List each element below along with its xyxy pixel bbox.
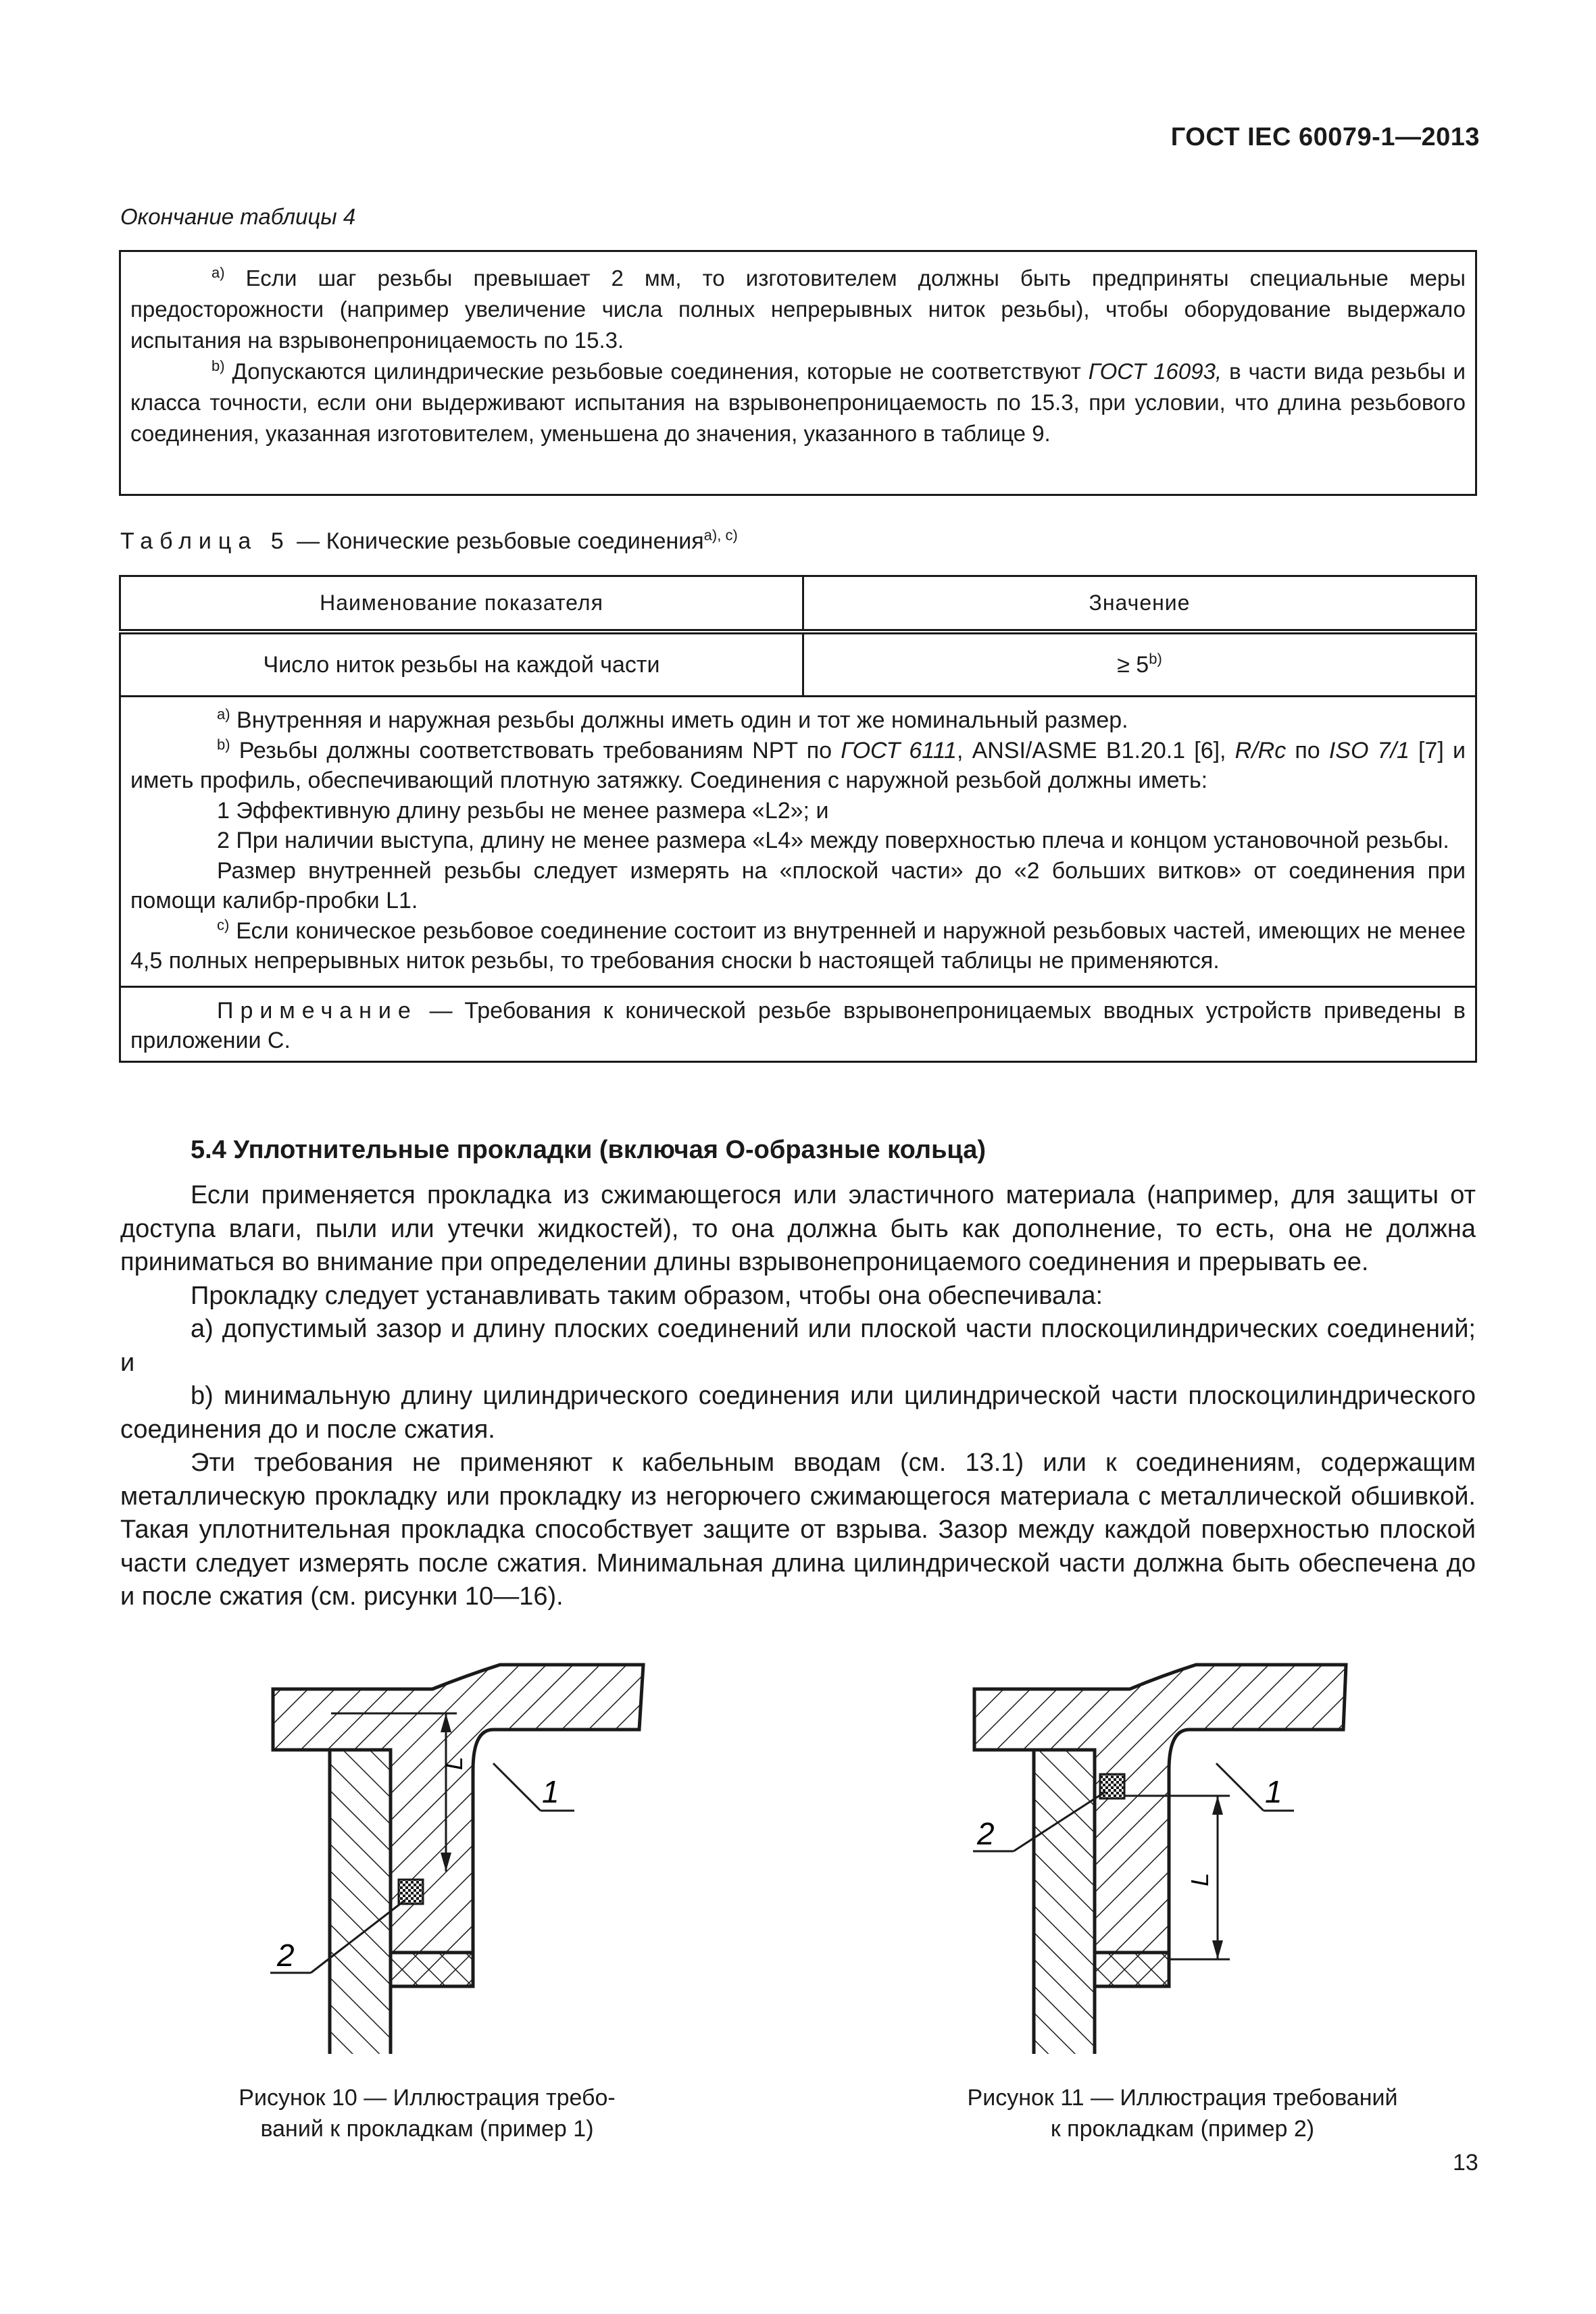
- table5-footnotes: [120, 697, 1476, 987]
- table5-col1-header: Наименование показателя: [120, 576, 803, 632]
- figure-10: [270, 1665, 643, 2054]
- fig11-arrow-bottom: [1212, 1940, 1223, 1959]
- table5-row-value: ≥ $5^{b)}$: [803, 632, 1476, 697]
- figure-11: [973, 1665, 1346, 2054]
- document-id-header: ГОСТ IEC 60079-1—2013: [1170, 123, 1480, 151]
- page-number: 13: [1453, 2150, 1478, 2175]
- table5-row-name: Число ниток резьбы на каждой части: [120, 632, 803, 697]
- paragraph-3: a) допустимый зазор и длину плоских соединений или плоской части плоскоцилиндрических соединений; и: [120, 1315, 1476, 1377]
- table5-col2-header: Значение: [803, 576, 1476, 632]
- fig11-gasket: [1100, 1774, 1124, 1799]
- table5-footnote-b: $^{b)}$ Резьбы должны соответствовать требованиям NPT по ГОСТ 6111, ANSI/ASME B1.20.1 [6], R/Rc по ISO 7/1 [7] и иметь профиль, обеспечивающий плотную затяжку. Соединения с наружной резьбой должны иметь:: [130, 736, 1466, 793]
- figures-drawing: [0, 1649, 1596, 2054]
- table5-header-row: [120, 576, 1476, 632]
- table5-footnotes-row: [120, 697, 1476, 987]
- figure-10-caption: Рисунок 10 — Иллюстрация требо- ваний к прокладкам (пример 1): [239, 2085, 616, 2142]
- fig10-leader-1: [493, 1763, 541, 1811]
- table5-footnote-b-item1: 1 Эффективную длину резьбы не менее размера «L2»; и: [217, 797, 829, 824]
- fig11-arrow-top: [1212, 1796, 1223, 1815]
- paragraph-2: Прокладку следует устанавливать таким образом, чтобы она обеспечивала:: [191, 1281, 1103, 1310]
- table4-note-a: $^{a)}$ Если шаг резьбы превышает 2 мм, то изготовителем должны быть предприняты специальные меры предосторожности (например увеличение числа полных непрерывных ниток резьбы), чтобы оборудование выдержало испытания на взрывонепроницаемость по 15.3.: [130, 264, 1466, 353]
- section-heading: 5.4 Уплотнительные прокладки (включая О-образные кольца): [191, 1136, 987, 1164]
- table5-footnote-b-item2: 2 При наличии выступа, длину не менее размера «L4» между поверхностью плеча и концом установочной резьбы.: [217, 828, 1449, 853]
- fig11-label-2: 2: [977, 1816, 995, 1851]
- table-continuation-caption: Окончание таблицы 4: [120, 204, 356, 229]
- fig10-label-1: 1: [542, 1774, 559, 1809]
- fig10-dim-label: L: [440, 1756, 468, 1770]
- fig11-flange: [974, 1665, 1346, 1986]
- section-body: [120, 1179, 1476, 1614]
- paragraph-1: Если применяется прокладка из сжимающегося или эластичного материала (например, для защиты от доступа влаги, пыли или утечки жидкостей), то она должна быть как дополнение, то есть, она не должна приниматься во внимание при определении длины взрывонепроницаемого соединения и прерывать ее.: [120, 1181, 1476, 1276]
- table5-footnote-b-size: Размер внутренней резьбы следует измерять на «плоской части» до «2 больших витков» от соединения при помощи калибр-пробки L1.: [130, 857, 1466, 913]
- table-row: [120, 632, 1476, 697]
- table5: [119, 575, 1477, 1063]
- fig10-label-2: 2: [277, 1938, 295, 1973]
- table5-footnote-c: $^{c)}$ Если коническое резьбовое соединение состоит из внутренней и наружной резьбовых частей, имеющих не менее 4,5 полных непрерывных ниток резьбы, то требования сноски b настоящей таблицы не применяются.: [130, 916, 1466, 974]
- table5-footnote-a: $^{a)}$ Внутренняя и наружная резьбы должны иметь один и тот же номинальный размер.: [217, 705, 1128, 733]
- paragraph-4: b) минимальную длину цилиндрического соединения или цилиндрической части плоскоцилиндрического соединения до и после сжатия.: [120, 1382, 1476, 1444]
- fig11-dim-label: L: [1186, 1872, 1214, 1886]
- fig11-label-1: 1: [1265, 1774, 1282, 1809]
- figure-11-caption: Рисунок 11 — Иллюстрация требований к прокладкам (пример 2): [967, 2085, 1398, 2142]
- table5-note: Примечание — Требования к конической резьбе взрывонепроницаемых вводных устройств приведены в приложении С.: [120, 986, 1476, 1061]
- fig10-gasket: [399, 1880, 423, 1904]
- table5-caption: Таблица 5 — Конические резьбовые соединения$^{a), c)}$: [120, 526, 738, 554]
- fig11-leader-1: [1216, 1763, 1264, 1811]
- table4-note-b: $^{b)}$ Допускаются цилиндрические резьбовые соединения, которые не соответствуют ГОСТ 16093, в части вида резьбы и класса точности, если они выдерживают испытания на взрывонепроницаемость по 15.3, при условии, что длина резьбового соединения, указанная изготовителем, уменьшена до значения, указанного в таблице 9.: [130, 357, 1466, 446]
- table4-notes-box: [119, 250, 1477, 496]
- paragraph-5: Эти требования не применяют к кабельным вводам (см. 13.1) или к соединениям, содержащим металлическую прокладку или прокладку из негорючего сжимающегося материала с металлической обшивкой. Такая уплотнительная прокладка способствует защите от взрыва. Зазор между каждой поверхностью плоской части следует измерять после сжатия. Минимальная длина цилиндрической части должна быть обеспечена до и после сжатия (см. рисунки 10—16).: [120, 1449, 1476, 1611]
- table5-note-row: [120, 986, 1476, 1061]
